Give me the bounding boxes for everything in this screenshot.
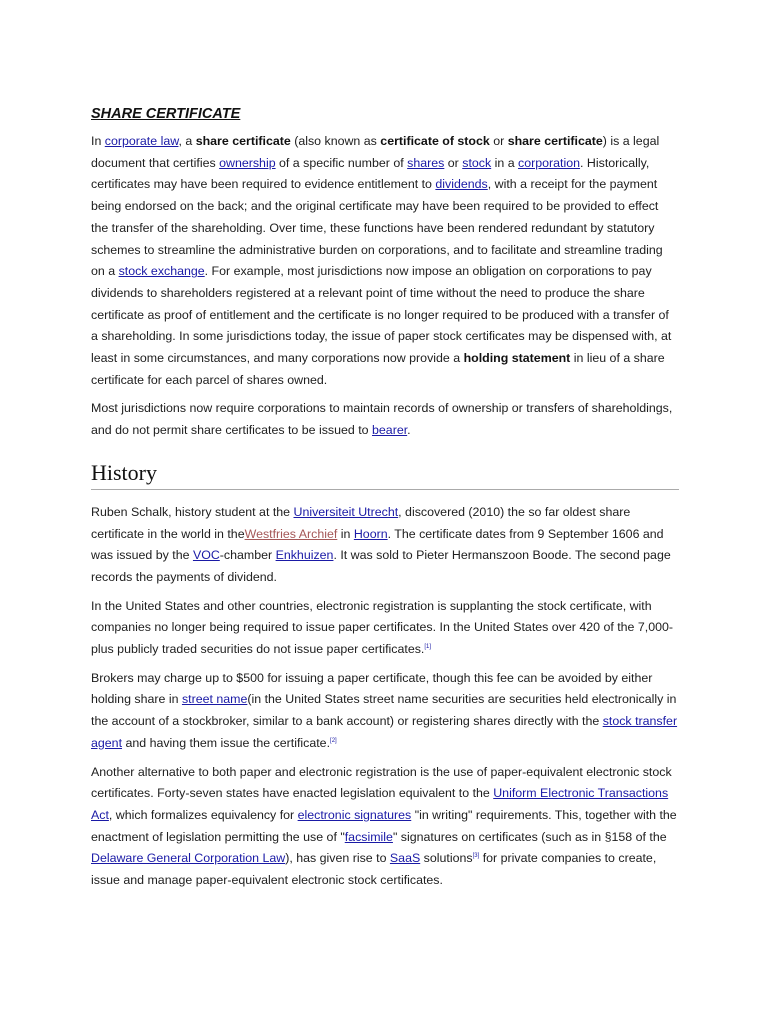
bold-share-certificate: share certificate [507, 134, 603, 148]
text: solutions [420, 851, 473, 866]
text: ), has given rise to [285, 851, 390, 866]
link-voc[interactable]: VOC [192, 548, 220, 563]
text: for private companies to create, issue and manage paper-equivalent electronic stock certificates. [91, 851, 657, 888]
link-shares[interactable]: shares [407, 155, 445, 170]
page-title: SHARE CERTIFICATE [91, 106, 241, 122]
text: Brokers may charge up to $500 for issuing a paper certificate, though this fee can be avoided by either holding share in [91, 670, 653, 707]
text: (in the United States street name securities are securities held electronically in the account of a stockbroker, similar to a bank account) or registering shares directly with the [91, 692, 677, 729]
text: , discovered (2010) the so far oldest share certificate in the world in the [91, 504, 631, 541]
link-bearer[interactable]: bearer [372, 423, 408, 438]
text: of a specific number of [275, 155, 408, 170]
reference-1[interactable]: [1] [424, 643, 432, 650]
text: in lieu of a share certificate for each parcel of shares owned. [91, 351, 665, 387]
link-stock-exchange[interactable]: stock exchange [118, 264, 205, 279]
text: -chamber [219, 548, 276, 563]
text: , with a receipt for the payment being endorsed on the back; and the original certificate may have been required to be provided to effect the transfer of the shareholding. Over time, these functions have been rendered redundant by statutory schemes to streamline the administrative burden on corporations, and to facilitate and streamline trading on a [91, 177, 663, 279]
history-paragraph-4 [91, 762, 679, 892]
history-paragraph-2 [91, 596, 679, 661]
text: in [337, 526, 354, 541]
document-page [91, 100, 679, 899]
bearer-paragraph [91, 398, 679, 441]
link-uniform-electronic-transactions-act[interactable]: Uniform Electronic Transactions Act [91, 786, 669, 822]
text: and having them issue the certificate. [122, 735, 331, 750]
text: or [444, 155, 463, 170]
text: in a [491, 155, 519, 170]
history-heading: History [91, 460, 679, 490]
link-facsimile[interactable]: facsimile [344, 829, 393, 844]
text: In the United States and other countries, electronic registration is supplanting the stock certificate, with companies no longer being required to issue paper certificates. In the United States over 420 of the 7,000-plus publicly traded securities do not issue paper certificates. [91, 598, 674, 657]
reference-3[interactable]: [3] [472, 853, 480, 860]
text: "in writing" requirements. This, together with the enactment of legislation permitting the use of " [91, 807, 677, 844]
text: (also known as [290, 134, 381, 148]
link-stock[interactable]: stock [462, 155, 492, 170]
link-universiteit-utrecht[interactable]: Universiteit Utrecht [293, 504, 399, 519]
link-electronic-signatures[interactable]: electronic signatures [297, 807, 412, 822]
link-enkhuizen[interactable]: Enkhuizen [275, 548, 334, 563]
history-paragraph-1 [91, 502, 679, 589]
text: . It was sold to Pieter Hermanszoon Boode. The second page records the payments of dividend. [91, 548, 671, 584]
text: In [91, 134, 105, 148]
bold-certificate-of-stock: certificate of stock [380, 134, 490, 148]
text: . The certificate dates from 9 September 1606 and was issued by the [91, 526, 664, 563]
text: . For example, most jurisdictions now impose an obligation on corporations to pay dividends to shareholders registered at a relevant point of time without the need to produce the share certificate as proof of entitlement and the certificate is no longer required to be produced with a transfer of a shareholding. In some jurisdictions today, the issue of paper stock certificates may be dispensed with, at least in some circumstances, and many corporations now provide a [91, 264, 672, 366]
link-ownership[interactable]: ownership [219, 155, 276, 170]
link-street-name[interactable]: street name [181, 692, 248, 707]
link-delaware-general-corporation-law[interactable]: Delaware General Corporation Law [91, 851, 286, 866]
text: . Historically, certificates may have been required to evidence entitlement to [91, 155, 650, 192]
text: Most jurisdictions now require corporations to maintain records of ownership or transfers of shareholdings, and do not permit share certificates to be issued to [91, 401, 673, 438]
link-hoorn[interactable]: Hoorn [353, 526, 388, 541]
text: , which formalizes equivalency for [108, 807, 298, 822]
text: " signatures on certificates (such as in §158 of the [392, 829, 667, 844]
intro-paragraph [91, 131, 679, 391]
text: Ruben Schalk, history student at the [91, 504, 294, 519]
text: . [407, 423, 411, 438]
bold-holding-statement: holding statement [463, 351, 571, 366]
history-paragraph-3 [91, 668, 679, 755]
text: , a [178, 134, 196, 148]
link-corporation[interactable]: corporation [518, 155, 581, 170]
link-dividends[interactable]: dividends [435, 177, 488, 192]
bold-share-certificate: share certificate [195, 134, 291, 148]
text: ) is a legal document that certifies [91, 134, 660, 170]
link-westfries-archief[interactable]: Westfries Archief [244, 526, 338, 541]
link-corporate-law[interactable]: corporate law [104, 134, 179, 148]
link-stock-transfer-agent[interactable]: stock transfer agent [91, 714, 678, 750]
reference-2[interactable]: [2] [330, 737, 337, 744]
text: Another alternative to both paper and electronic registration is the use of paper-equivalent electronic stock certificates. Forty-seven states have enacted legislation equivalent to the [91, 764, 672, 801]
text: or [489, 134, 508, 148]
link-saas[interactable]: SaaS [389, 851, 421, 866]
